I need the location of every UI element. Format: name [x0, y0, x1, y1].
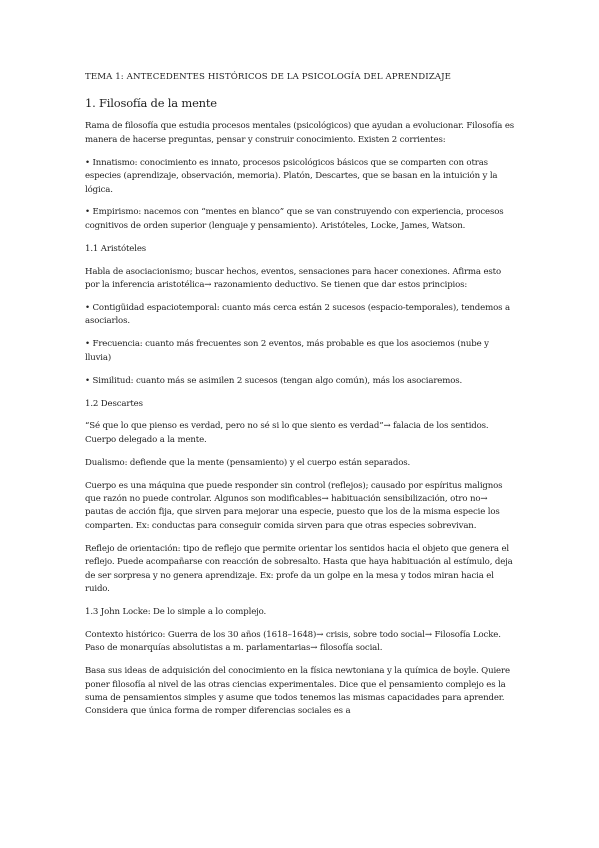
paragraph-aristoteles: Habla de asociacionismo; buscar hechos, eventos, sensaciones para hacer conexiones. Afirma esto por la inferencia aristotélica→ razonamiento deductivo. Se tienen que dar estos principios:: [85, 266, 502, 291]
subsection-heading-descartes: 1.2 Descartes: [85, 398, 143, 409]
paragraph-cuerpo-maquina: Cuerpo es una máquina que puede responder sin control (reflejos); causado por espíritus malignos que razón no puede controlar. Algunos son modificables→ habituación sensibilización, otro no→ pautas de acción fija, que sirven para mejorar una especie, puesto que los de la misma especie los comparten. Ex: conductas para conseguir comida sirven para que otras especies sobrevivan.: [85, 480, 503, 531]
paragraph-locke-ideas: Basa sus ideas de adquisición del conocimiento en la física newtoniana y la química de boyle. Quiere poner filosofía al nivel de las otras ciencias experimentales. Dice que el pensamiento complejo es la suma de pensamientos simples y asume que todos tenemos las mismas capacidades para aprender. Considera que única forma de romper diferencias sociales es a: [85, 666, 510, 717]
bullet-contiguidad: • Contigüidad espaciotemporal: cuanto más cerca están 2 sucesos (espacio-temporales), tendemos a asociarlos.: [85, 302, 510, 327]
paragraph-intro: Rama de filosofía que estudia procesos mentales (psicológicos) que ayudan a evolucionar. Filosofía es manera de hacerse preguntas, pensar y construir conocimiento. Existen 2 corrientes:: [85, 121, 515, 145]
paragraph-contexto-historico: Contexto histórico: Guerra de los 30 años (1618–1648)→ crisis, sobre todo social→ Filosofía Locke. Paso de monarquías absolutistas a m. parlamentarias→ filosofía social.: [85, 629, 501, 654]
document-title: TEMA 1: ANTECEDENTES HISTÓRICOS DE LA PSICOLOGÍA DEL APRENDIZAJE: [85, 72, 451, 82]
document-body: [85, 71, 515, 728]
bullet-similitud: • Similitud: cuanto más se asimilen 2 sucesos (tengan algo común), más los asociaremos.: [85, 375, 463, 386]
paragraph-dualismo: Dualismo: defiende que la mente (pensamiento) y el cuerpo están separados.: [85, 457, 411, 468]
subsection-heading-locke: 1.3 John Locke: De lo simple a lo complejo.: [85, 606, 267, 617]
paragraph-descartes-quote: “Sé que lo que pienso es verdad, pero no sé si lo que siento es verdad”→ falacia de los sentidos. Cuerpo delegado a la mente.: [85, 421, 489, 445]
subsection-heading-aristoteles: 1.1 Aristóteles: [85, 243, 147, 254]
bullet-empirismo: • Empirismo: nacemos con “mentes en blanco” que se van construyendo con experiencia, procesos cognitivos de orden superior (lenguaje y pensamiento). Aristóteles, Locke, James, Watson.: [85, 207, 504, 231]
paragraph-reflejo-orientacion: Reflejo de orientación: tipo de reflejo que permite orientar los sentidos hacia el objeto que genera el reflejo. Puede acompañarse con reacción de sobresalto. Hasta que haya habituación al estímulo, deja de ser sorpresa y no genera aprendizaje. Ex: profe da un golpe en la mesa y todos miran hacia el ruido.: [85, 543, 513, 594]
bullet-innatismo: • Innatismo: conocimiento es innato, procesos psicológicos básicos que se comparten con otras especies (aprendizaje, observación, memoria). Platón, Descartes, que se basan en la intuición y la lógica.: [85, 157, 498, 195]
section-heading-filosofia: 1. Filosofía de la mente: [85, 96, 217, 111]
bullet-frecuencia: • Frecuencia: cuanto más frecuentes son 2 eventos, más probable es que los asociemos (nube y lluvia): [85, 339, 489, 363]
